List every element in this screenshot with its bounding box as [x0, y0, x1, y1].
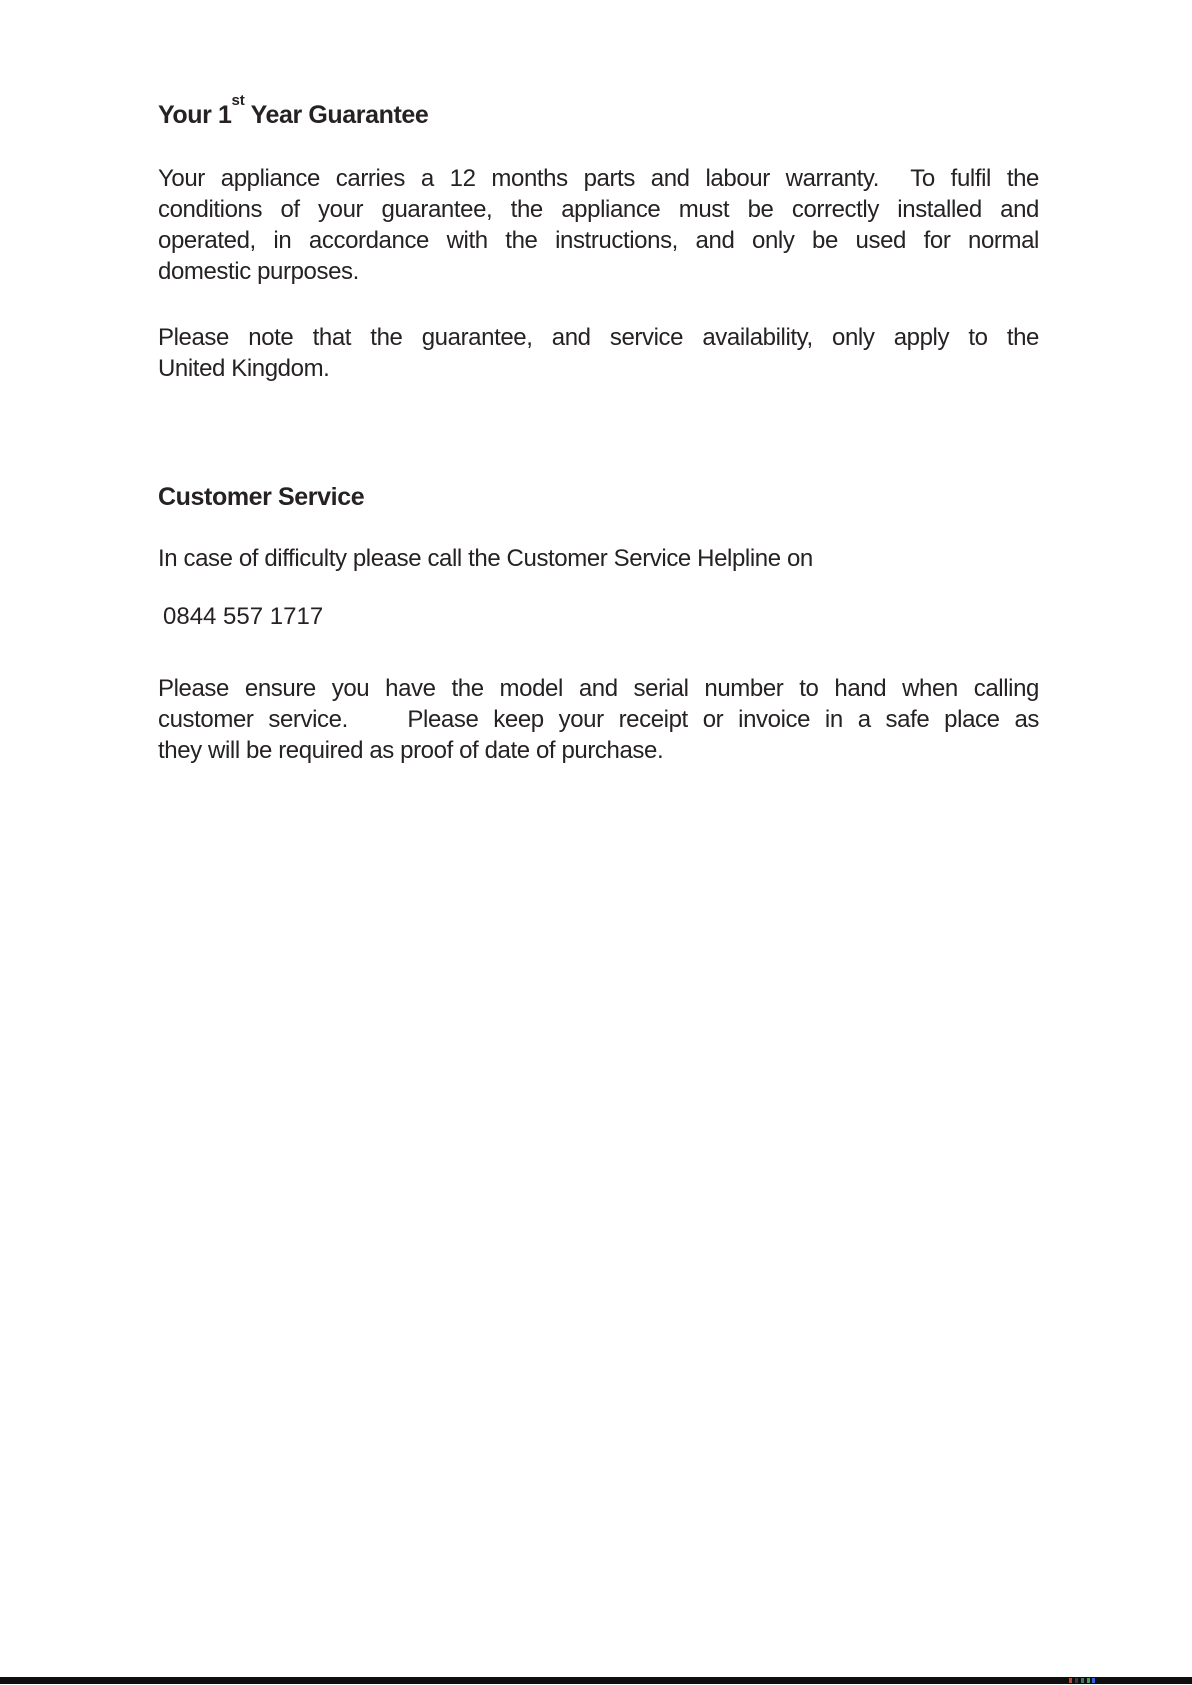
registration-mark [1069, 1678, 1072, 1683]
text-line: customer service. Please keep your receipt or invoice in a safe place as [158, 706, 1039, 733]
phone-number-text: 0844 557 1717 [163, 603, 324, 630]
text-line: Your appliance carries a 12 months parts and labour warranty. To fulfil the [158, 165, 1039, 192]
registration-mark [1092, 1678, 1095, 1683]
guarantee-heading [158, 92, 1039, 131]
helpline-phone-number [158, 601, 1044, 632]
text-line: operated, in accordance with the instructions, and only be used for normal [158, 227, 1039, 254]
text-line: conditions of your guarantee, the appliance must be correctly installed and [158, 196, 1039, 223]
guarantee-heading-prefix: Your 1 [158, 101, 232, 129]
helpline-intro [158, 543, 1039, 574]
page-bottom-edge-bar [0, 1677, 1192, 1684]
text-line: domestic purposes. [158, 258, 359, 285]
text-line: United Kingdom. [158, 355, 330, 382]
guarantee-paragraph-2 [158, 322, 1039, 384]
guarantee-heading-suffix: Year Guarantee [244, 101, 429, 129]
text-line: they will be required as proof of date of purchase. [158, 737, 664, 764]
registration-mark [1087, 1678, 1090, 1683]
customer-service-heading [158, 482, 1039, 513]
text-line: Please ensure you have the model and serial number to hand when calling [158, 675, 1039, 702]
registration-mark [1081, 1678, 1084, 1683]
guarantee-heading-superscript: st [231, 92, 245, 110]
registration-mark [1075, 1678, 1078, 1683]
customer-service-heading-text: Customer Service [158, 483, 365, 511]
text-line: Please note that the guarantee, and service availability, only apply to the [158, 324, 1039, 351]
text-line: In case of difficulty please call the Customer Service Helpline on [158, 545, 813, 572]
customer-service-paragraph [158, 673, 1039, 766]
guarantee-paragraph-1 [158, 163, 1039, 287]
